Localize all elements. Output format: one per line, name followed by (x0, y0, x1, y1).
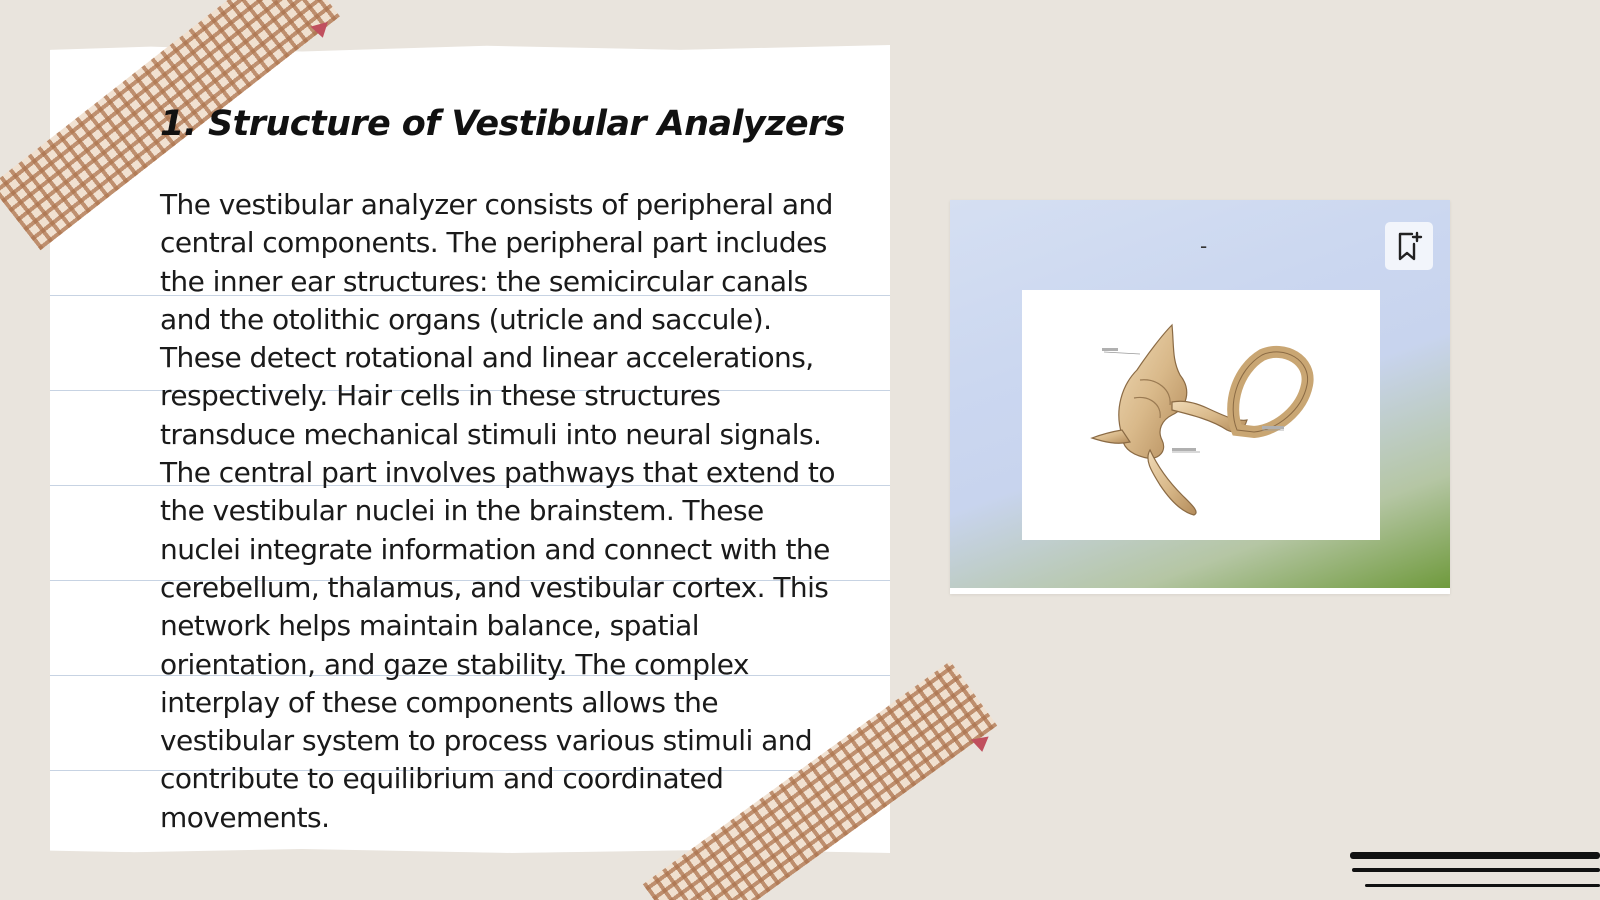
bookmark-button[interactable] (1385, 222, 1433, 270)
image-frame (950, 200, 1450, 594)
decorative-stroke (1350, 852, 1600, 859)
decorative-stroke (1352, 868, 1600, 872)
pin-icon (971, 737, 991, 754)
illustration-panel (1022, 290, 1380, 540)
frame-caption: - (1200, 234, 1208, 258)
slide-title: 1. Structure of Vestibular Analyzers (160, 104, 845, 144)
slide-body-text: The vestibular analyzer consists of peripheral and central components. The peripheral part includes the inner ear structures: the semicircular canals and the otolithic organs (utricle and saccule). These detect rotational and linear accelerations, respectively. Hair cells in these structures transduce mechanical stimuli into neural signals. The central part involves pathways that extend to the vestibular nuclei in the brainstem. These nuclei integrate information and connect with the cerebellum, thalamus, and vestibular cortex. This network helps maintain balance, spatial orientation, and gaze stability. The complex interplay of these components allows the vestibular system to process various stimuli and contribute to equilibrium and coordinated movements. (160, 188, 835, 834)
pin-icon (310, 22, 331, 40)
inner-ear-illustration (1022, 290, 1380, 540)
decorative-stroke (1365, 884, 1600, 887)
bookmark-add-icon (1395, 230, 1423, 262)
